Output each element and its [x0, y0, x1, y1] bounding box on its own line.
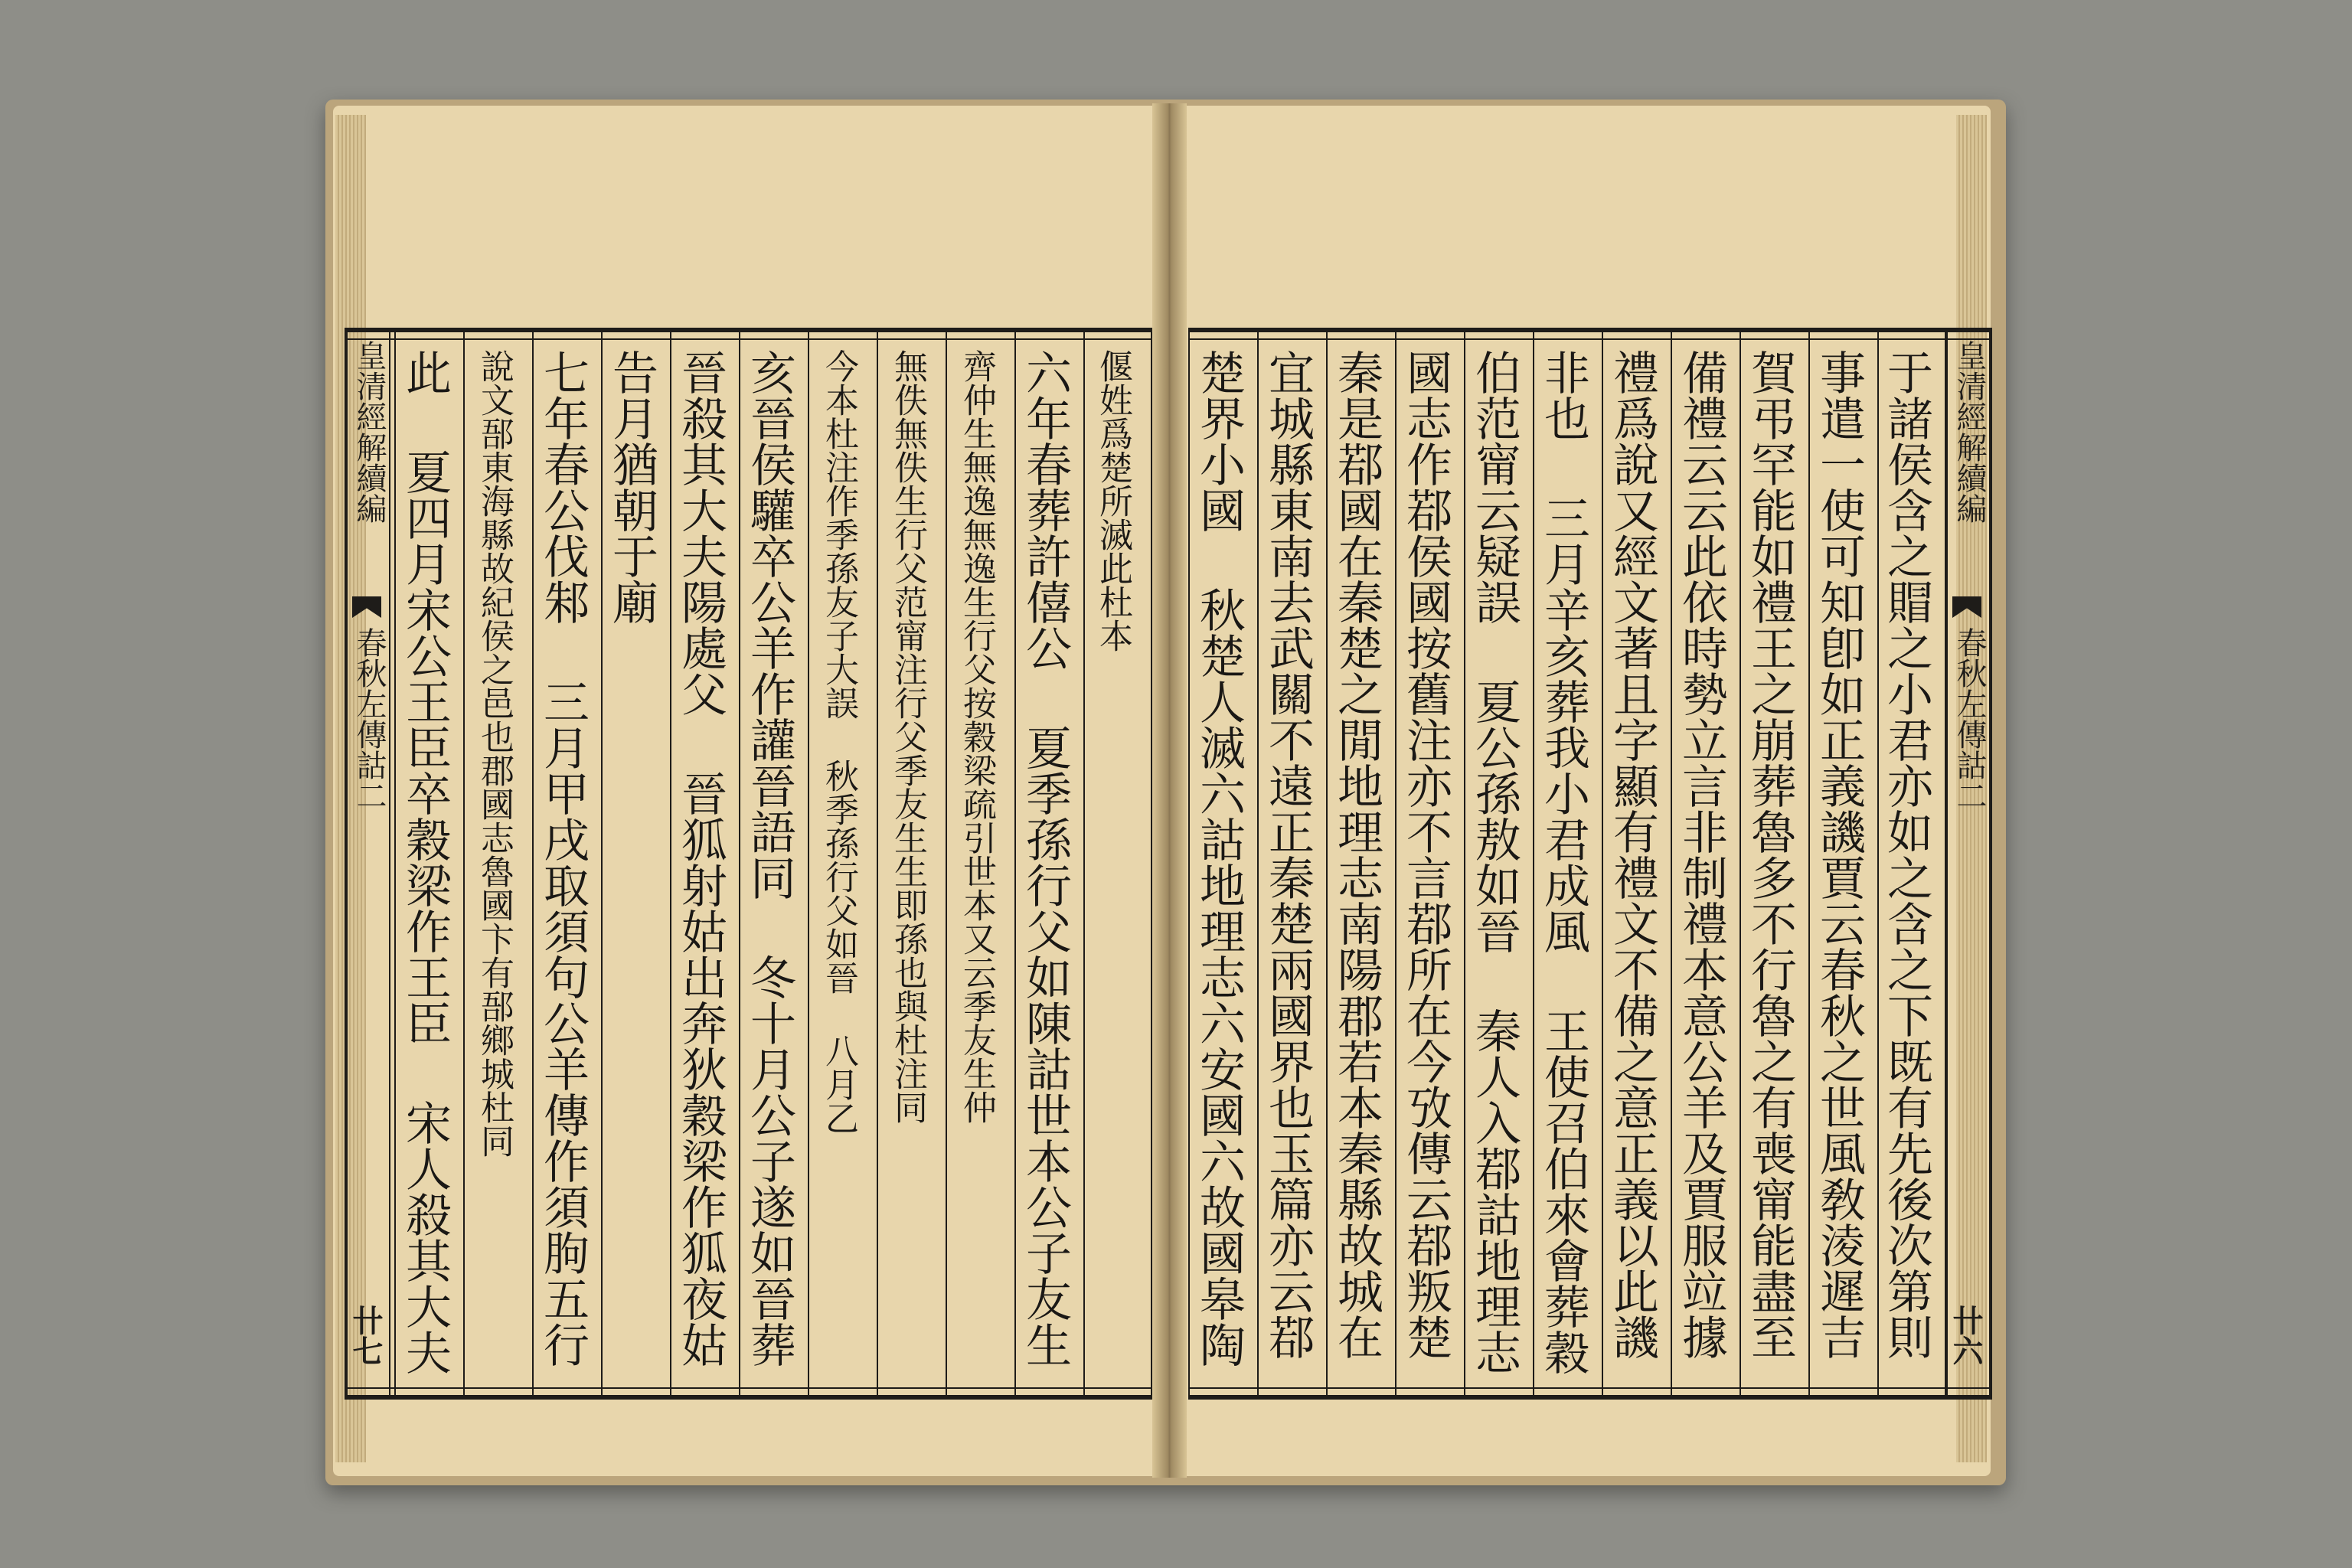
text-column: 偃姓爲楚所滅此杜本 — [1083, 332, 1152, 1395]
text-column: 說文郚東海縣故紀侯之邑也郡國志魯國卞有郚鄉城杜同 — [463, 332, 532, 1395]
text-column: 宜城縣東南去武關不遠正秦楚兩國界也玉篇亦云鄀 — [1257, 332, 1326, 1395]
text-column: 今本杜注作季孫友子大誤 秋季孫行父如晉 八月乙 — [808, 332, 877, 1395]
text-column: 賀弔罕能如禮王之崩葬魯多不行魯之有喪甯能盡至 — [1740, 332, 1808, 1395]
text-column: 楚界小國 秋楚人滅六詁地理志六安國六故國皋陶 — [1188, 332, 1257, 1395]
text-column: 秦是鄀國在秦楚之閒地理志南陽郡若本秦縣故城在 — [1326, 332, 1395, 1395]
right-page-number: 卄六 — [1948, 1305, 1984, 1366]
right-banxin-title: 皇清經解續編 — [1952, 340, 1987, 524]
left-page-text-block — [345, 328, 1152, 1400]
text-column: 此 夏四月宋公王臣卒穀梁作王臣 宋人殺其大夫 戊子 — [394, 332, 463, 1395]
right-banxin — [1946, 332, 1992, 1395]
text-column: 事遣一使可知卽如正義譏賈云春秋之世風敎淩遲吉 — [1808, 332, 1877, 1395]
left-page-number: 卄七 — [348, 1305, 384, 1366]
left-banxin — [345, 332, 390, 1395]
left-text-columns — [390, 332, 1152, 1395]
text-column: 齊仲生無逸無逸生行父按穀梁疏引世本又云季友生仲 — [946, 332, 1014, 1395]
right-text-columns — [1188, 332, 1946, 1395]
right-banxin-chapter: 春秋左傳詁二 — [1952, 627, 1987, 811]
text-column: 亥晉侯驩卒公羊作讙晉語同 冬十月公子遂如晉葬 — [739, 332, 808, 1395]
right-fish-tail-mark — [1952, 596, 1981, 618]
text-column: 國志作鄀侯國按舊注亦不言鄀所在今攷傳云鄀叛楚 — [1395, 332, 1464, 1395]
book-gutter — [1152, 103, 1187, 1478]
right-page-text-block — [1188, 328, 1992, 1400]
text-column: 非也 三月辛亥葬我小君成風 王使召伯來會葬穀 — [1533, 332, 1602, 1395]
text-column: 伯范甯云疑誤 夏公孫敖如晉 秦人入鄀詁地理志 — [1464, 332, 1533, 1395]
text-column: 七年春公伐邾 三月甲戌取須句公羊傳作須朐五行 遂城郚詁 — [532, 332, 601, 1395]
text-column: 無佚無佚生行父范甯注行父季友生生即孫也與杜注同 — [877, 332, 946, 1395]
text-column: 晉殺其大夫陽處父 晉狐射姑出奔狄穀梁作狐夜姑 閏月不 — [670, 332, 739, 1395]
left-banxin-chapter: 春秋左傳詁二 — [351, 627, 387, 811]
text-column: 六年春葬許僖公 夏季孫行父如陳詁世本公子友生 — [1014, 332, 1083, 1395]
left-fish-tail-mark — [352, 596, 381, 618]
text-column: 禮爲說又經文著且字顯有禮文不備之意正義以此譏 — [1602, 332, 1671, 1395]
text-column: 告月猶朝于廟 — [601, 332, 670, 1395]
text-column: 于諸侯含之賵之小君亦如之含之下既有先後次第則 — [1877, 332, 1946, 1395]
left-banxin-title: 皇清經解續編 — [351, 340, 387, 524]
text-column: 備禮云云此依時勢立言非制禮本意公羊及賈服竝據 — [1671, 332, 1740, 1395]
